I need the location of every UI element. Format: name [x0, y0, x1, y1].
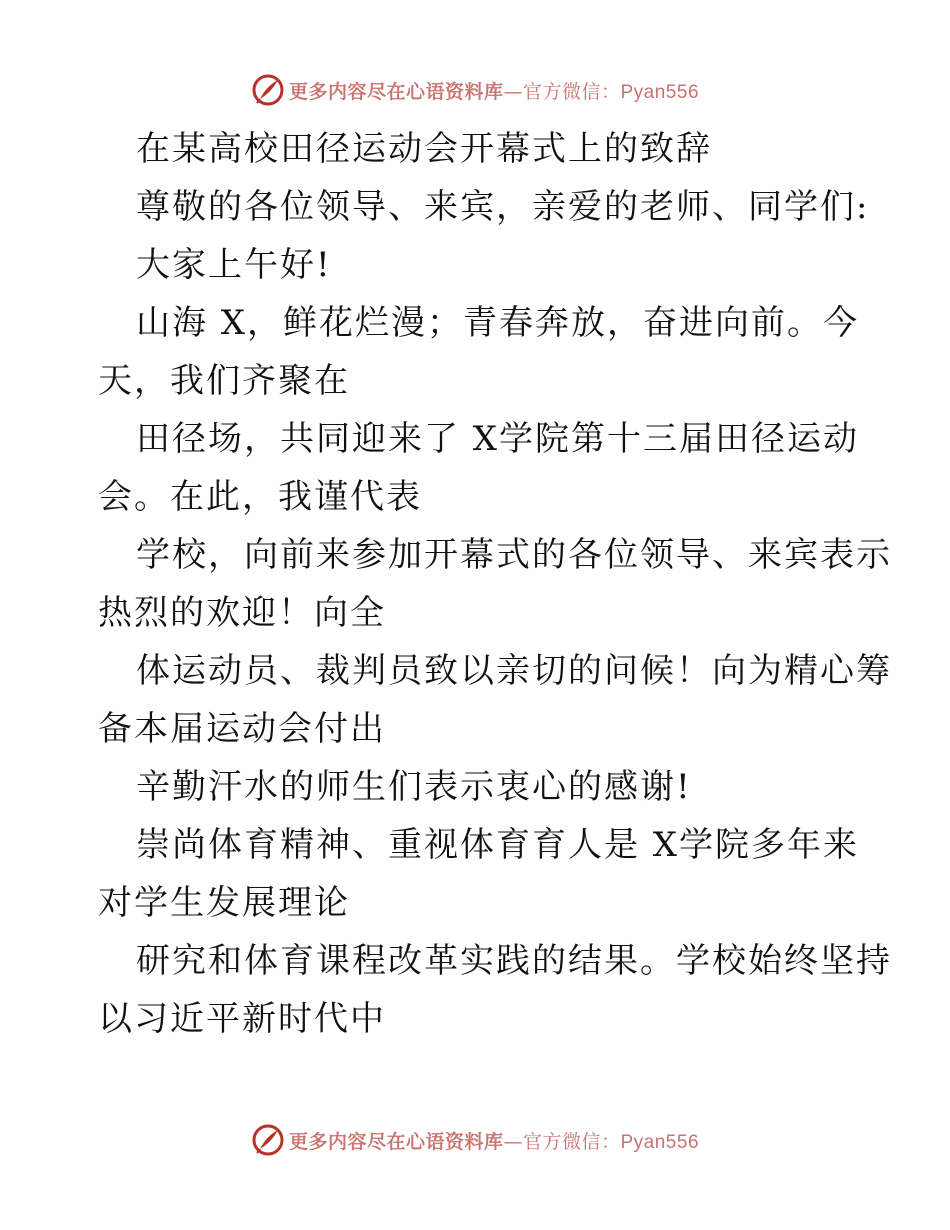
text-line: 田径场，共同迎来了 X学院第十三届田径运动 [136, 419, 860, 459]
text-line: 研究和体育课程改革实践的结果。学校始终坚持 [136, 941, 892, 981]
watermark-text [289, 77, 699, 104]
watermark-dash: — [503, 1130, 523, 1153]
watermark-brand: 更多内容尽在心语资料库 [288, 1130, 504, 1153]
watermark-brand: 更多内容尽在心语资料库 [288, 80, 504, 103]
watermark-wechat-id: Pyan556 [620, 1131, 700, 1153]
text-line: 尊敬的各位领导、来宾，亲爱的老师、同学们: [136, 187, 870, 227]
watermark-header [0, 70, 950, 110]
text-line: 山海 X，鲜花烂漫；青春奔放，奋进向前。今 [136, 303, 860, 343]
text-line: 学校，向前来参加开幕式的各位领导、来宾表示 [136, 535, 892, 575]
text-line: 辛勤汗水的师生们表示衷心的感谢! [136, 767, 692, 807]
document-title: 在某高校田径运动会开幕式上的致辞 [136, 129, 712, 169]
text-line: 崇尚体育精神、重视体育育人是 X学院多年来 [136, 825, 860, 865]
watermark-wechat-id: Pyan556 [620, 81, 700, 103]
text-line: 大家上午好! [136, 245, 332, 285]
text-line: 备本届运动会付出 [98, 709, 386, 749]
watermark-dash: — [503, 80, 523, 103]
watermark-footer [0, 1120, 950, 1160]
quill-logo-icon [251, 1123, 285, 1157]
text-line: 热烈的欢迎！向全 [98, 593, 386, 633]
watermark-text [289, 1127, 699, 1154]
text-line: 天，我们齐聚在 [98, 361, 350, 401]
text-line: 会。在此，我谨代表 [98, 477, 422, 517]
text-line: 对学生发展理论 [98, 883, 350, 923]
text-line: 以习近平新时代中 [98, 999, 386, 1039]
watermark-label: 官方微信： [522, 80, 621, 103]
text-line: 体运动员、裁判员致以亲切的问候！向为精心筹 [136, 651, 892, 691]
document-body [98, 120, 892, 1048]
watermark-label: 官方微信： [522, 1130, 621, 1153]
quill-logo-icon [251, 73, 285, 107]
